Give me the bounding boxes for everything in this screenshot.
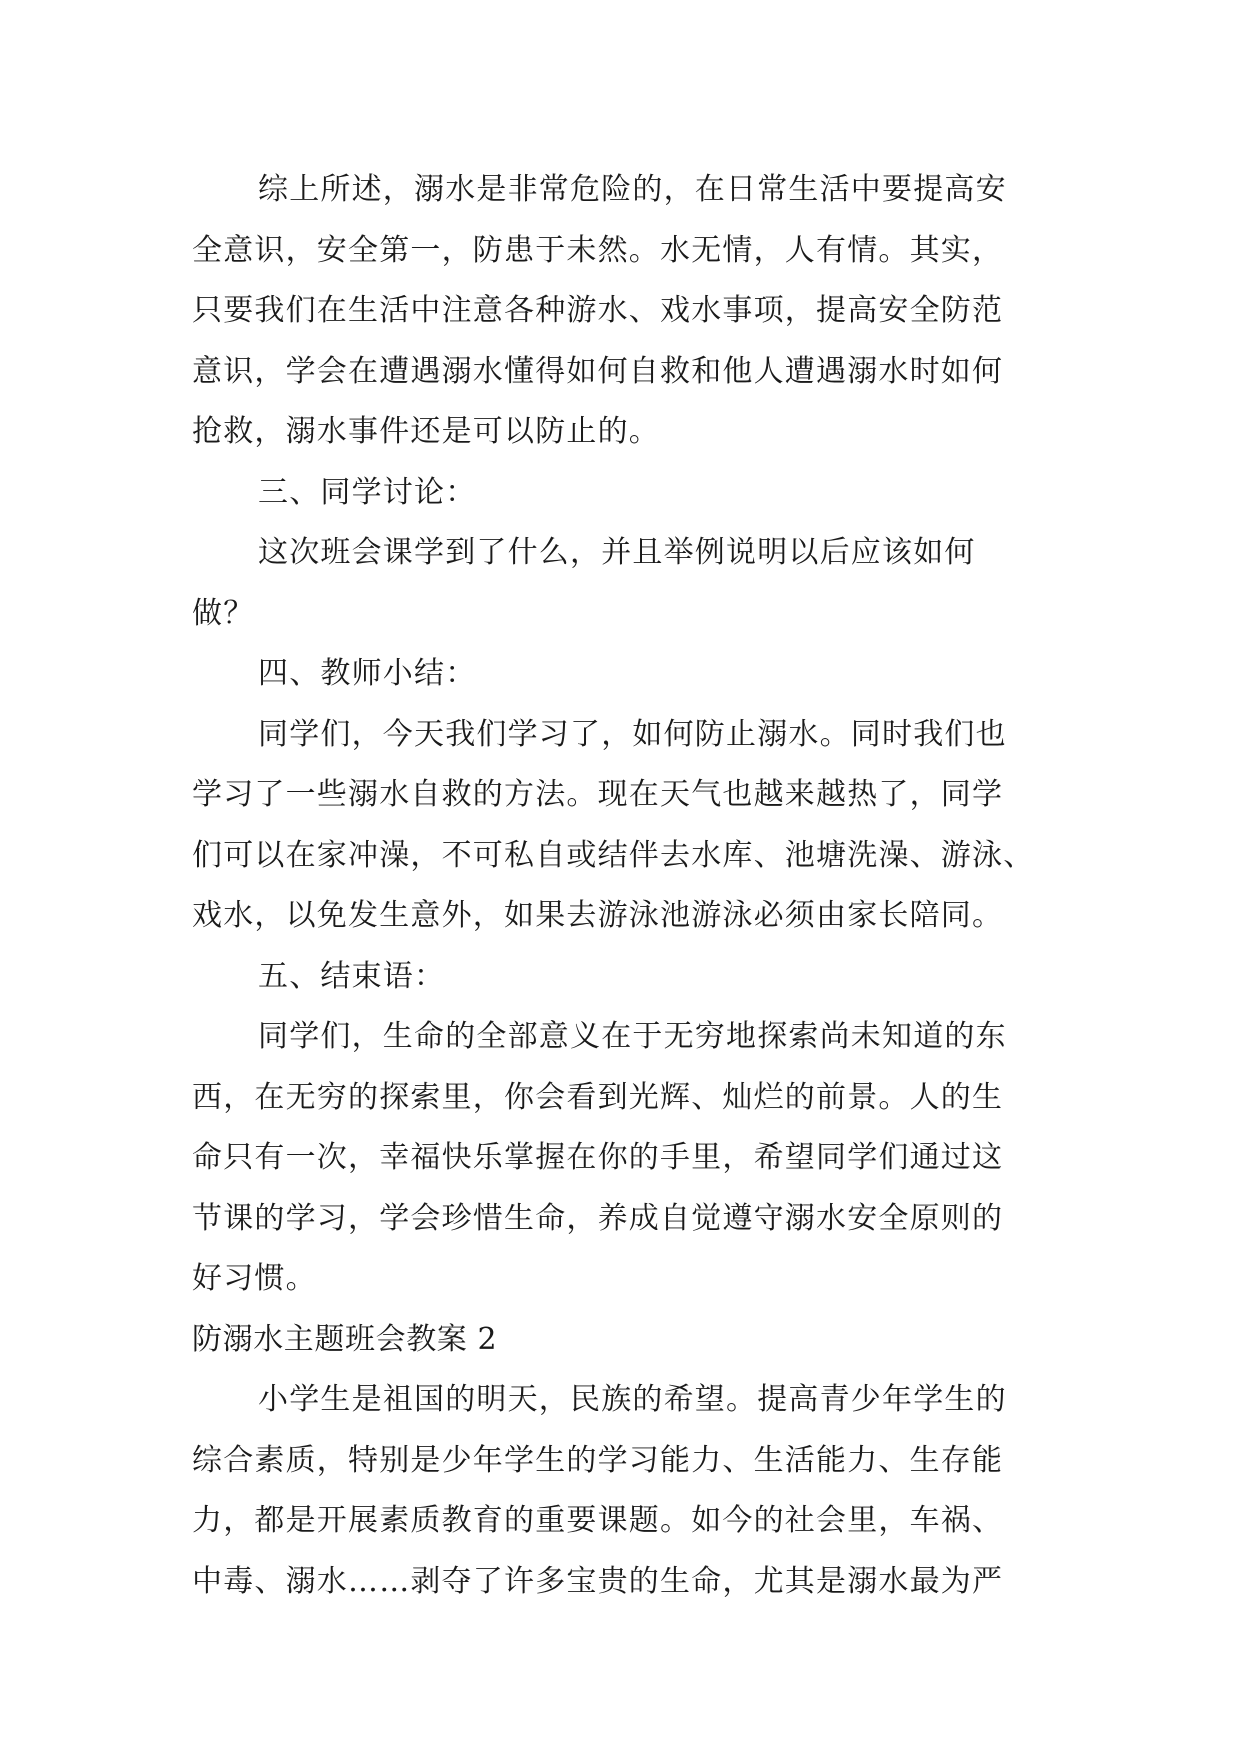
paragraph-line: 抢救，溺水事件还是可以防止的。	[192, 414, 660, 449]
document-body	[192, 160, 1072, 1612]
section-heading-summary: 四、教师小结：	[258, 656, 477, 691]
paragraph-line: 同学们，今天我们学习了，如何防止溺水。同时我们也	[258, 716, 1007, 752]
paragraph-line: 学习了一些溺水自救的方法。现在天气也越来越热了，同学	[192, 777, 1004, 812]
paragraph-line: 戏水，以免发生意外，如果去游泳池游泳必须由家长陪同。	[192, 898, 1004, 933]
paragraph-line: 节课的学习，学会珍惜生命，养成自觉遵守溺水安全原则的	[192, 1200, 1004, 1236]
paragraph-line: 西，在无穷的探索里，你会看到光辉、灿烂的前景。人的生	[192, 1079, 1004, 1115]
paragraph-line: 意识，学会在遭遇溺水懂得如何自救和他人遭遇溺水时如何	[192, 353, 1004, 389]
paragraph-line: 这次班会课学到了什么，并且举例说明以后应该如何	[258, 535, 976, 570]
paragraph-line: 只要我们在生活中注意各种游水、戏水事项，提高安全防范	[192, 293, 1004, 328]
paragraph-line: 综合素质，特别是少年学生的学习能力、生活能力、生存能	[192, 1442, 1004, 1478]
paragraph-line: 小学生是祖国的明天，民族的希望。提高青少年学生的	[258, 1382, 1007, 1417]
paragraph-line: 好习惯。	[192, 1261, 317, 1296]
section-heading-discussion: 三、同学讨论：	[258, 474, 477, 510]
paragraph-line: 做？	[192, 595, 255, 631]
paragraph-line: 同学们，生命的全部意义在于无穷地探索尚未知道的东	[258, 1019, 1007, 1054]
paragraph-line: 们可以在家冲澡，不可私自或结伴去水库、池塘洗澡、游泳、	[192, 837, 1035, 873]
paragraph-line: 全意识，安全第一，防患于未然。水无情，人有情。其实，	[192, 232, 1004, 268]
document-title: 防溺水主题班会教案 2	[192, 1321, 498, 1357]
paragraph-line: 综上所述，溺水是非常危险的，在日常生活中要提高安	[258, 172, 1007, 207]
paragraph-line: 中毒、溺水……剥夺了许多宝贵的生命，尤其是溺水最为严	[192, 1563, 1004, 1599]
paragraph-line: 命只有一次，幸福快乐掌握在你的手里，希望同学们通过这	[192, 1140, 1004, 1175]
section-heading-closing: 五、结束语：	[258, 958, 446, 994]
paragraph-line: 力，都是开展素质教育的重要课题。如今的社会里，车祸、	[192, 1503, 1004, 1538]
